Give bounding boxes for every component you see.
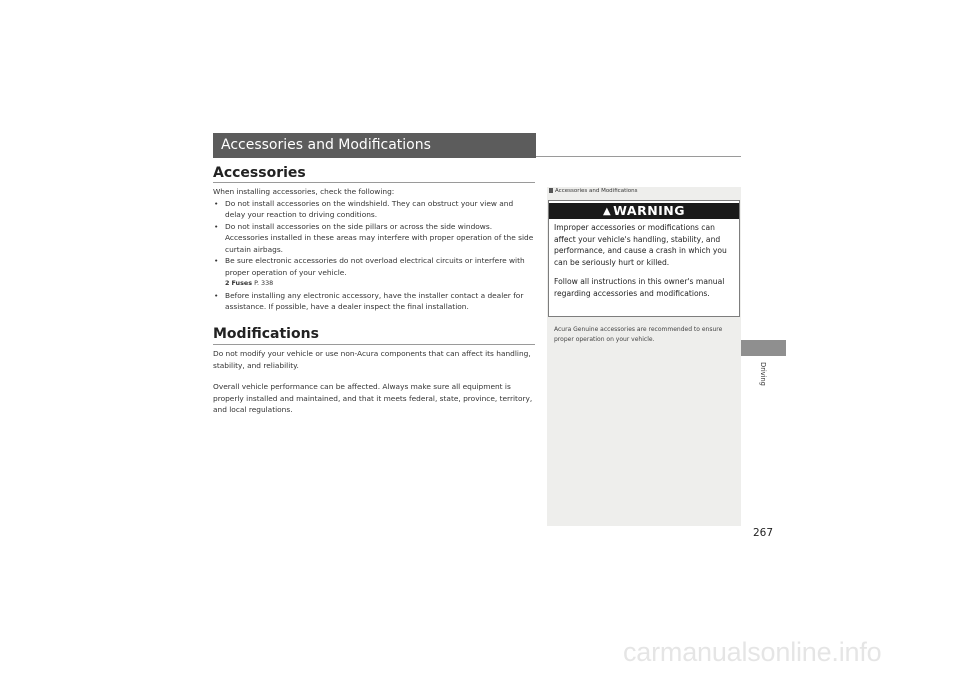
warning-header-text: WARNING xyxy=(613,203,686,218)
warning-triangle-icon: ▲ xyxy=(602,206,612,217)
accessories-content xyxy=(213,186,535,313)
note-title xyxy=(549,188,637,194)
modifications-paragraph-2 xyxy=(213,381,535,416)
warning-box xyxy=(548,200,740,317)
note-marker-icon xyxy=(549,188,553,193)
warning-body xyxy=(554,222,736,307)
note-title-text: Accessories and Modifications xyxy=(555,188,638,194)
watermark-text: carmanualsonline.info xyxy=(623,637,882,667)
fuses-reference-link[interactable] xyxy=(225,278,535,290)
bullet-item: • Before installing any electronic accessory, have the installer contact a dealer for assistance. If possible, have a dealer inspect the final installation. xyxy=(213,290,535,313)
reference-page: P. 338 xyxy=(254,279,274,287)
warning-text: Improper accessories or modifications can affect your vehicle's handling, stability, and performance, and cause a crash in which you can be seriously hurt or killed. xyxy=(554,223,727,267)
warning-header xyxy=(549,203,739,219)
banner-divider xyxy=(536,156,741,157)
accessories-heading-rule xyxy=(213,182,535,183)
bullet-item-with-reference xyxy=(213,255,535,290)
watermark xyxy=(623,637,943,671)
reference-label: Fuses xyxy=(231,279,253,287)
accessories-bullet-list xyxy=(213,198,535,313)
bullet-item: • Do not install accessories on the side pillars or across the side windows. Accessories installed in these areas may interfere with proper operation of the side curtain airbags. xyxy=(213,221,535,256)
modifications-paragraph-1 xyxy=(213,348,535,371)
modifications-heading-rule xyxy=(213,344,535,345)
accessories-heading: Accessories xyxy=(213,165,306,181)
warning-text: Follow all instructions in this owner's manual regarding accessories and modifications. xyxy=(554,277,725,298)
chapter-tab-label: Driving xyxy=(759,362,767,386)
accessories-intro: When installing accessories, check the following: xyxy=(213,187,395,196)
section-title: Accessories and Modifications xyxy=(221,137,431,153)
modifications-text: Do not modify your vehicle or use non-Acura components that can affect its handling, stability, and reliability. xyxy=(213,349,531,370)
chapter-tab[interactable] xyxy=(741,340,786,356)
section-title-banner xyxy=(213,133,536,158)
note-text: Acura Genuine accessories are recommended to ensure proper operation on your vehicle. xyxy=(554,326,723,343)
bullet-item: • Do not install accessories on the windshield. They can obstruct your view and delay your reaction to driving conditions. xyxy=(213,198,535,221)
bullet-item-text: Be sure electronic accessories do not overload electrical circuits or interfere with proper operation of your vehicle. xyxy=(225,256,525,277)
page-number: 267 xyxy=(753,527,774,539)
modifications-heading: Modifications xyxy=(213,326,319,342)
reference-arrow-icon: 2 xyxy=(225,279,230,287)
modifications-text: Overall vehicle performance can be affected. Always make sure all equipment is properly installed and maintained, and that it meets federal, state, province, territory, and local regulations. xyxy=(213,382,533,414)
